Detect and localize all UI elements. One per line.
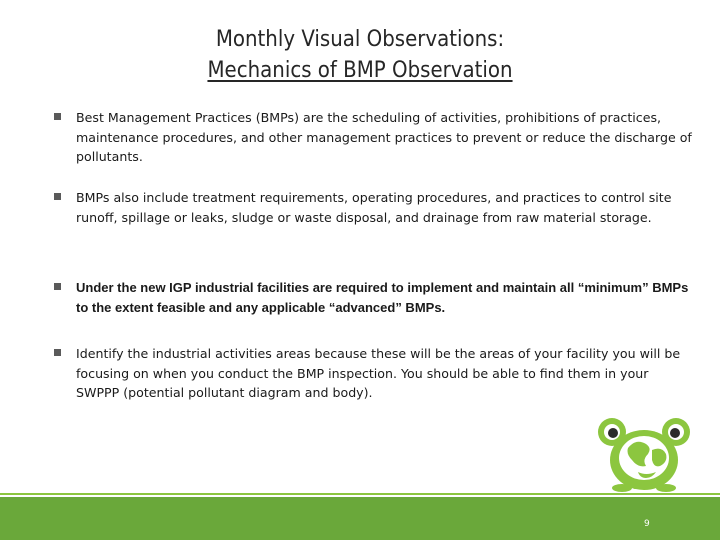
- slide-title: [0, 24, 720, 86]
- slide-title-line2: Mechanics of BMP Observation: [207, 58, 513, 83]
- square-bullet-icon: [54, 113, 61, 120]
- bullet-list: [54, 108, 694, 403]
- square-bullet-icon: [54, 193, 61, 200]
- slide-title-line1: Monthly Visual Observations:: [215, 27, 505, 52]
- bullet-item: [54, 278, 694, 344]
- bullet-item: [54, 108, 694, 188]
- frog-globe-logo-icon: [592, 410, 702, 492]
- square-bullet-icon: [54, 283, 61, 290]
- bullet-text: Under the new IGP industrial facilities are required to implement and maintain all “minimum” BMPs to the extent feasible and any applicable “advanced” BMPs.: [76, 280, 689, 315]
- bullet-item: [54, 188, 694, 278]
- footer-bar: [0, 497, 720, 540]
- bullet-text: Identify the industrial activities areas because these will be the areas of your facility you will be focusing on when you conduct the BMP inspection. You should be able to find them in your SWPPP (potential pollutant diagram and body).: [76, 346, 681, 400]
- bullet-text: BMPs also include treatment requirements, operating procedures, and practices to control site runoff, spillage or leaks, sludge or waste disposal, and drainage from raw material storage.: [76, 190, 672, 225]
- bullet-text: Best Management Practices (BMPs) are the scheduling of activities, prohibitions of practices, maintenance procedures, and other management practices to prevent or reduce the discharge of pollutants.: [76, 110, 692, 164]
- square-bullet-icon: [54, 349, 61, 356]
- bullet-item: [54, 344, 694, 403]
- footer-divider: [0, 493, 720, 495]
- page-number: 9: [644, 519, 650, 529]
